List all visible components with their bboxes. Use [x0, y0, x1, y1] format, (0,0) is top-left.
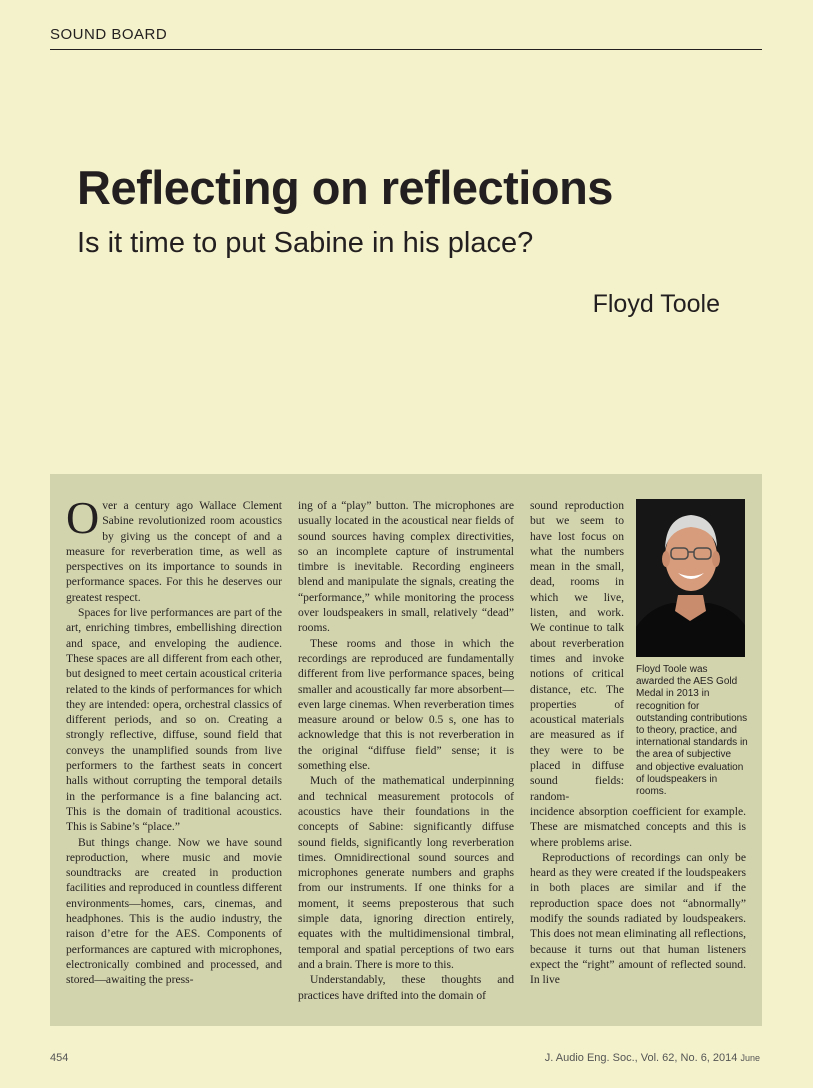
paragraph: Understandably, these thoughts and practices have drifted into the domain of	[298, 973, 514, 1002]
paragraph: These rooms and those in which the recordings are reproduced are fundamentally different from live performance spaces, being smaller and acoustically far more absorbent—even large cinemas. When reverberation times measure around or below 0.5 s, one has to acknowledge that this is not reverberation in the original “diffuse field” sense; it is something else.	[298, 636, 514, 773]
article-subtitle: Is it time to put Sabine in his place?	[77, 227, 534, 259]
article-title: Reflecting on reflections	[77, 161, 613, 214]
paragraph: sound reproduction but we seem to have lost focus on what the numbers mean in the small, dead, rooms in which we live, listen, and work. We continue to talk about reverberation times and invoke notions of critical distance, etc. The properties of acoustical materials are measured as if they were to be placed in diffuse sound fields: random-	[530, 499, 624, 803]
article-body-panel	[50, 474, 762, 1026]
paragraph: Spaces for live performances are part of the art, enriching timbres, embellishing direction and space, and enveloping the audience. These spaces are all different from each other, but designed to meet certain acoustical criteria related to the kinds of performances for which they are intended: opera, orchestral classics of different periods, and so on. Creating a strongly reflective, diffuse, sound field that conveys the unamplified sounds from live performers to the farthest seats in concert halls without corrupting the temporal details in the performance is a fine balancing act. This is the domain of traditional acoustics. This is Sabine’s “place.”	[66, 606, 282, 834]
body-column-3-wide	[530, 804, 746, 988]
paragraph: incidence absorption coefficient for example. These are mismatched concepts and this is where problems arise.	[530, 805, 746, 849]
journal-month: June	[740, 1053, 760, 1063]
drop-cap: O	[66, 492, 100, 543]
body-column-2	[298, 498, 514, 1003]
paragraph: Reproductions of recordings can only be heard as they were created if the loudspeakers in both places are similar and if the reproduction space does not “abnormally” modify the sounds radiated by loudspeakers. This does not mean eliminating all reflections, because it turns out that human listeners expect the “right” amount of reflected sound. In live	[530, 850, 746, 987]
photo-caption: Floyd Toole was awarded the AES Gold Medal in 2013 in recognition for outstanding contributions to theory, practice, and international standards in the area of subjective and objective evaluation of loudspeakers in rooms.	[636, 664, 748, 798]
journal-reference: J. Audio Eng. Soc., Vol. 62, No. 6, 2014	[544, 1052, 738, 1064]
page-number: 454	[50, 1052, 69, 1064]
article-author: Floyd Toole	[592, 290, 720, 318]
body-column-3-narrow	[530, 498, 624, 804]
header-rule	[50, 49, 762, 50]
author-photo	[636, 499, 745, 657]
section-label: SOUND BOARD	[50, 26, 168, 43]
paragraph-text: ver a century ago Wallace Clement Sabine revolutionized room acoustics by giving us the concept of and a measure for reverberation time, as well as perspectives on its importance to sounds in performance spaces. For this he deserves our greatest respect.	[66, 499, 282, 604]
paragraph	[66, 492, 282, 605]
journal-citation	[545, 1052, 760, 1064]
author-portrait-image	[636, 499, 745, 657]
paragraph: But things change. Now we have sound reproduction, where music and movie soundtracks are created in production facilities and reproduced in countless different environments—homes, cars, cinemas, and headphones. This is the audio industry, the raison d’etre for the AES. Components of performances are captured with microphones, electronically combined and processed, and stored—awaiting the press-	[66, 835, 282, 987]
paragraph: ing of a “play” button. The microphones are usually located in the acoustical near fields of sound sources having complex directivities, so an incomplete capture of instrumental timbre is inevitable. Recording engineers blend and manipulate the signals, creating the “performance,” while monitoring the process over loudspeakers in small, relatively “dead” rooms.	[298, 499, 514, 635]
body-column-1	[66, 492, 282, 988]
paragraph: Much of the mathematical underpinning and technical measurement protocols of acoustics have their foundations in the concepts of Sabine: significantly diffuse sound fields, significantly long reverberation times. Omnidirectional sound sources and microphones generate numbers and graphs from our instruments. If one thinks for a moment, it seems preposterous that such simple data, ignoring direction entirely, equates with the multidimensional timbral, temporal and spatial perceptions of two ears and a brain. There is more to this.	[298, 774, 514, 971]
